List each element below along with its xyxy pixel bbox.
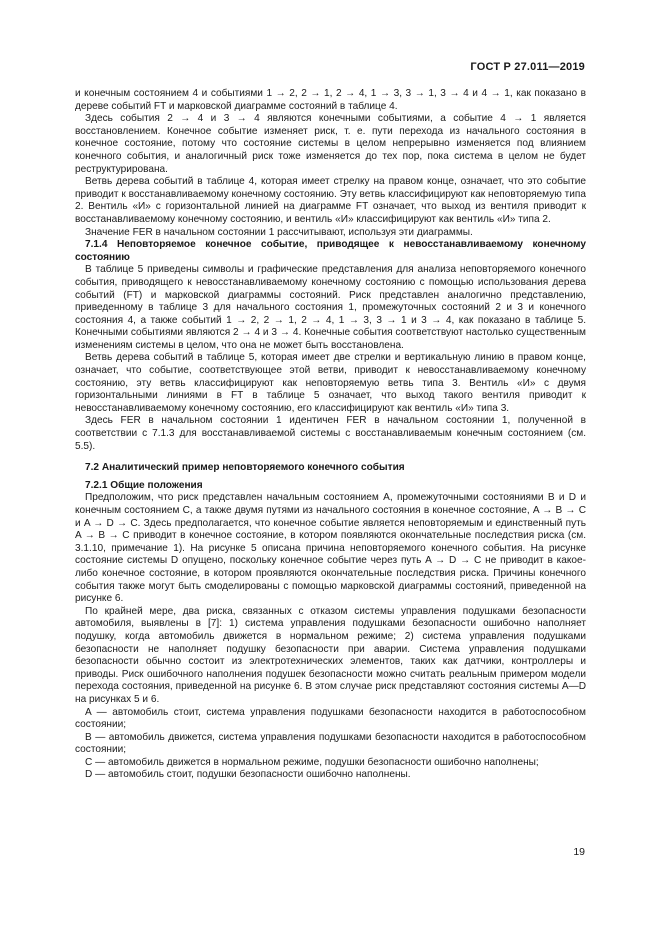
paragraph: Значение FER в начальном состоянии 1 рассчитывают, используя эти диаграммы. <box>85 226 473 238</box>
body-text <box>75 88 586 782</box>
paragraph: Здесь FER в начальном состоянии 1 идентичен FER в начальном состоянии 1, полученной в соответствии с 7.1.3 для восстанавливаемой системы с восстанавливаемым конечным состоянием (см. 5.5). <box>75 415 586 452</box>
paragraph: Здесь события 2 → 4 и 3 → 4 являются конечными событиями, а событие 4 → 1 является восстановлением. Конечное событие изменяет риск, т. е. пути перехода из начального состояния в конечное состояние, потому что состояние системы в целом непрерывно изменяется под влиянием конечного события, и аналогичный риск тоже изменяется до тех пор, пока система в целом не будет реструктурирована. <box>75 113 586 175</box>
paragraph: По крайней мере, два риска, связанных с отказом системы управления подушками безопасности автомобиля, выявлены в [7]: 1) система управления подушками безопасности ошибочно наполняет подушку, когда автомобиль движется в нормальном режиме; 2) система управления подушками безопасности не наполняет подушку безопасности при аварии. Система управления подушками безопасности обычно состоит из электротехнических элементов, таких как датчики, контроллеры и приводы. Риск ошибочного наполнения подушек безопасности можно считать реальным примером модели перехода состояния, приведенной на рисунке 6. В этом случае риск представляют состояния системы A—D на рисунках 5 и 6. <box>75 605 586 705</box>
paragraph-continuation: и конечным состоянием 4 и событиями 1 → 2, 2 → 1, 2 → 4, 1 → 3, 3 → 1, 3 → 4 и 4 → 1, как показано в дереве событий FT и марковской диаграмме состояний в таблице 4. <box>75 88 586 112</box>
list-item-state-d: D — автомобиль стоит, подушки безопасности ошибочно наполнены. <box>85 769 411 781</box>
section-heading-7-2: 7.2 Аналитический пример неповторяемого конечного события <box>85 462 405 474</box>
page-number: 19 <box>573 846 585 858</box>
paragraph: Ветвь дерева событий в таблице 4, которая имеет стрелку на правом конце, означает, что это событие приводит к восстанавливаемому конечному состоянию. Эту ветвь классифицируют как неповторяемую типа 2. Вентиль «И» с горизонтальной линией на диаграмме FT означает, что выход из вентиля приводит к восстанавливаемому конечному состоянию, и вентиль «И» классифицируют как вентиль «И» типа 2. <box>75 176 586 225</box>
list-item-state-b: B — автомобиль движется, система управления подушками безопасности находится в работоспособном состоянии; <box>75 731 586 756</box>
list-item-state-a: A — автомобиль стоит, система управления подушками безопасности находится в работоспособном состоянии; <box>75 706 586 731</box>
section-heading-7-2-1: 7.2.1 Общие положения <box>85 479 203 491</box>
section-heading-7-1-4: 7.1.4 Неповторяемое конечное событие, приводящее к невосстанавливаемому конечному состоянию <box>75 239 586 263</box>
paragraph: Предположим, что риск представлен начальным состоянием A, промежуточными состояниями B и D и конечным состоянием C, а также двумя путями из начального состояния в конечное состояние, A → B → C и A → D → C. Здесь предполагается, что конечное событие является неповторяемым и единственный путь A → B → C приводит в конечное состояние, в котором появляются окончательные последствия риска (см. 3.1.10, примечание 1). На рисунке 5 описана причина неповторяемого конечного события. На рисунке состояние системы D опущено, поскольку конечное событие через путь A → D → C не приводит в какое-либо конечное состояние, в котором проявляются окончательные последствия риска. Причины конечного события также могут быть смоделированы с помощью марковской диаграммы состояний, приведенной на рисунке 6. <box>75 492 586 605</box>
paragraph: В таблице 5 приведены символы и графические представления для анализа неповторяемого конечного события, приводящего к невосстанавливаемому конечному состоянию с помощью использования дерева событий (FT) и марковской диаграммы состояний. Риск представлен аналогично представлению, приведенному в таблице 3 для начального состояния 1, промежуточных состояний 2 и 3 и конечного состояния 4, а также событий 1 → 2, 2 → 1, 2 → 4, 1 → 3, 3 → 1 и 3 → 4, как показано в таблице 5. Конечными событиями являются 2 → 4 и 3 → 4. Конечные события соответствуют настолько существенным изменениям системы в целом, что она не может быть восстановлена. <box>75 264 586 351</box>
list-item-state-c: C — автомобиль движется в нормальном режиме, подушки безопасности ошибочно наполнены; <box>85 756 539 768</box>
standard-header: ГОСТ Р 27.011—2019 <box>470 61 585 73</box>
paragraph: Ветвь дерева событий в таблице 5, которая имеет две стрелки и вертикальную линию в правом конце, означает, что событие, соответствующее этой ветви, приводит к невосстанавливаемому конечному состоянию, эту ветвь классифицируют как неповторяемую ветвь типа 3. Вентиль «И» с двумя горизонтальными линиями в FT в таблице 5 означает, что выход такого вентиля приводит к невосстанавливаемому конечному состоянию, его классифицируют как вентиль «И» типа 3. <box>75 352 586 414</box>
